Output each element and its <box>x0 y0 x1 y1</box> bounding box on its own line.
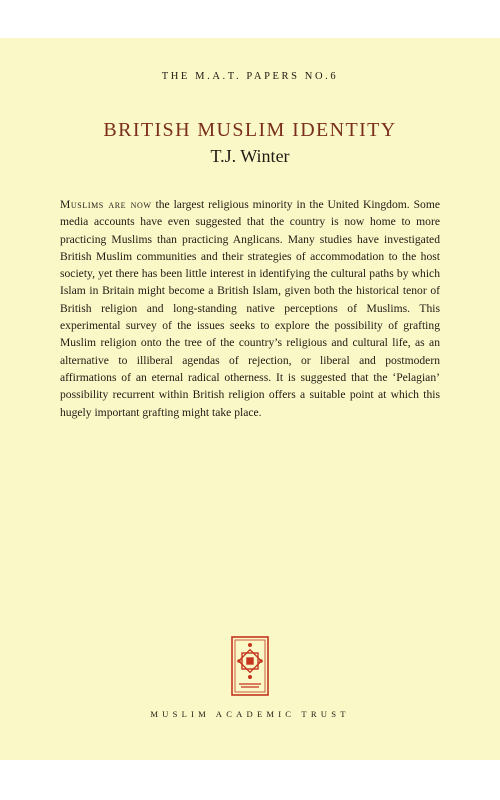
abstract-text <box>60 196 440 421</box>
abstract-lead: Muslims are now <box>60 198 152 211</box>
abstract-body: the largest religious minority in the United Kingdom. Some media accounts have even suggested that the country is now home to more practicing Muslims than practicing Anglicans. Many studies have investigated British Muslim communities and their strategies of accommodation to the host society, yet there has been little interest in identifying the cultural paths by which Islam in Britain might become a British Islam, given both the historical tenor of British religion and long-standing native perceptions of Muslims. This experimental survey of the issues seeks to explore the possibility of grafting Muslim religion onto the tree of the country’s religious and cultural life, as an alternative to illiberal agendas of rejection, or liberal and postmodern affirmations of an eternal radical otherness. It is suggested that the ‘Pelagian’ possibility recurrent within British religion offers a suitable point at which this hugely important grafting might take place. <box>60 198 440 419</box>
publisher-name: MUSLIM ACADEMIC TRUST <box>150 709 350 719</box>
book-cover <box>0 38 500 760</box>
book-title: BRITISH MUSLIM IDENTITY <box>103 119 397 141</box>
series-label: THE M.A.T. PAPERS NO.6 <box>161 71 339 82</box>
muslim-academic-trust-emblem-icon <box>231 636 269 696</box>
author-name: T.J. Winter <box>210 146 290 166</box>
